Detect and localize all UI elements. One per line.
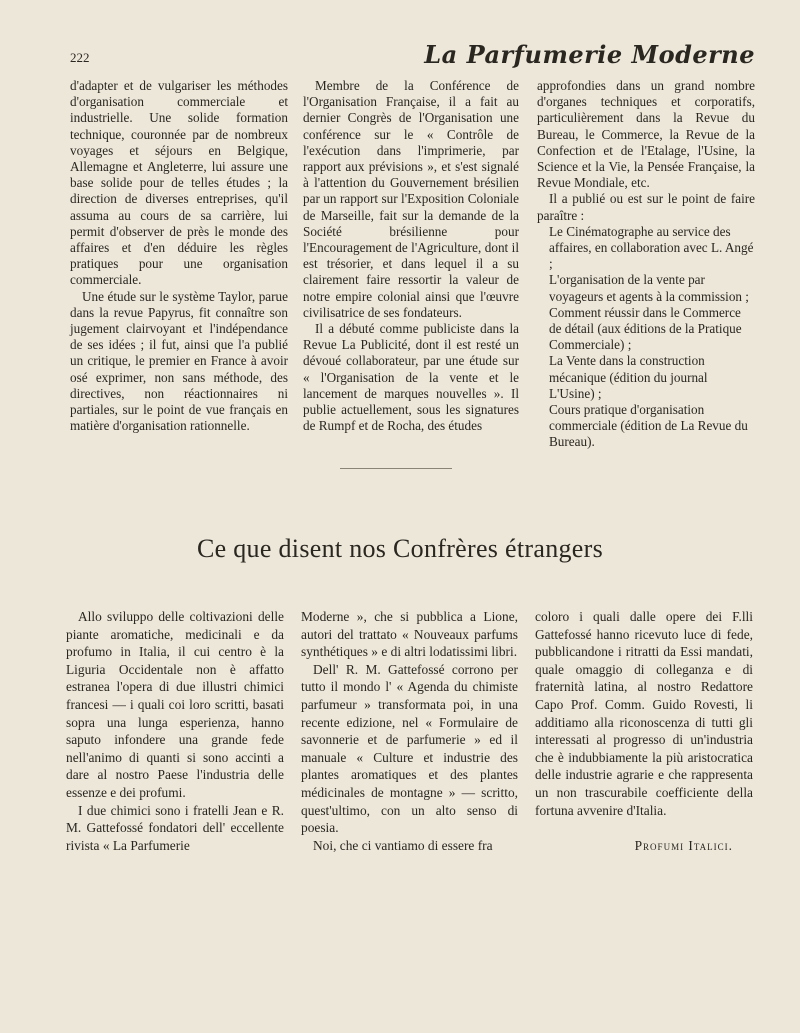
- publication-item: Le Cinématographe au service des affaires, en collaboration avec L. Angé ;: [549, 223, 754, 272]
- page-number: 222: [70, 50, 90, 65]
- italian-article-column-2: [301, 608, 518, 854]
- italian-article-column-3: [535, 608, 753, 855]
- paragraph: Moderne », che si pubblica a Lione, autori del trattato « Nouveaux parfums synthétiques » e di altri lodatissimi libri.: [301, 609, 518, 660]
- paragraph: approfondies dans un grand nombre d'organes techniques et corporatifs, particulièrement dans la Revue du Bureau, le Commerce, la Revue de la Confection et de l'Etalage, l'Usine, la Science et la Vie, la Pensée Française, la Revue Mondiale, etc.: [537, 78, 755, 191]
- publication-item: La Vente dans la construction mécanique (édition du journal L'Usine) ;: [549, 353, 708, 401]
- section-heading: Ce que disent nos Confrères étrangers: [196, 534, 604, 563]
- paragraph: Dell' R. M. Gattefossé corrono per tutto il mondo l' « Agenda du chimiste parfumeur » transformata poi, in una recente edizione, nel « Formulaire de savonnerie et de parfumerie » ed il manuale « Culture et industrie des plantes aromatiques et des plantes médicinales de montagne » — scritto, quest'ultimo, con un alto senso di poesia.: [301, 661, 518, 836]
- paragraph: Une étude sur le système Taylor, parue dans la revue Papyrus, fit connaître son jugement clairvoyant et l'indépendance de ses idées ; il fut, ainsi que l'a publié un critique, le premier en France à avoir osé exprimer, non sans méthode, des directives, non réactionnaires ni partiales, sur le point de vue français en matière d'organisation rationnelle.: [70, 288, 288, 434]
- paragraph: Il a débuté comme publiciste dans la Revue La Publicité, dont il est resté un dévoué collaborateur, par une étude sur « l'Organisation de la vente et le lancement de marques nouvelles ». Il publie actuellement, sous les signatures de Rumpf et de Rocha, des études: [303, 321, 519, 434]
- french-article-column-3: [537, 78, 755, 451]
- paragraph: Noi, che ci vantiamo di essere fra: [313, 837, 493, 853]
- french-article-column-2: [303, 78, 519, 434]
- paragraph: Allo sviluppo delle coltivazioni delle piante aromatiche, medicinali e da profumo in Italia, il cui centro è la Liguria Occidentale non è affatto estranea l'opera di due illustri chimici francesi — i quali coi loro scritti, basati sopra una lunga esperienza, hanno saputo infondere una grande fede nell'animo di quanti si sono accinti a dare al nostro Paese l'industria delle essenze e dei profumi.: [66, 609, 284, 800]
- section-divider: [340, 468, 452, 469]
- journal-masthead: La Parfumerie Moderne: [424, 40, 755, 69]
- paragraph: coloro i quali dalle opere dei F.lli Gattefossé hanno ricevuto luce di fede, pubblicandone i ritratti da Essi mandati, quale omaggio di colleganza e di fraternità latina, al nostro Redattore Capo Prof. Comm. Guido Rovesti, li additiamo alla riconoscenza di tutti gli interessati al progresso di un'industria che è indubbiamente la più aristocratica delle industrie agrarie e che rappresenta un non trascurabile coefficiente della fortuna avvenire d'Italia.: [535, 609, 753, 818]
- paragraph: Il a publié ou est sur le point de faire paraître :: [537, 191, 755, 223]
- italian-article-column-1: [66, 608, 284, 854]
- paragraph: I due chimici sono i fratelli Jean e R. M. Gattefossé fondatori dell' eccellente rivista « La Parfumerie: [66, 802, 284, 853]
- publication-item: L'organisation de la vente par voyageurs et agents à la commission ;: [549, 272, 749, 304]
- paragraph: d'adapter et de vulgariser les méthodes d'organisation commerciale et industrielle. Une solide formation technique, couronnée par de nombreux voyages et séjours en Belgique, Allemagne et Angleterre, lui assure une base solide pour de telles études ; la direction de diverses entreprises, qu'il assuma au cours de sa carrière, lui permit d'observer de près le monde des affaires et d'en déduire les règles pratiques pour une organisation commerciale.: [70, 78, 288, 288]
- publication-item: Comment réussir dans le Commerce de détail (aux éditions de la Pratique Commerciale) ;: [549, 304, 742, 353]
- paragraph: Membre de la Conférence de l'Organisation Française, il a fait au dernier Congrès de l'Organisation une conférence sur le « Contrôle de l'exécution dans l'imprimerie, par rapport aux prévisions », et s'est signalé à l'attention du Gouvernement brésilien par un rapport sur l'Exposition Coloniale de Marseille, fait sur la demande de la Société brésilienne pour l'Encouragement de l'Agriculture, dont il est trésorier, et dans lequel il a su clairement faire ressortir la valeur de notre empire colonial ainsi que l'œuvre civilisatrice de ses fondateurs.: [303, 78, 519, 320]
- publications-list: [537, 224, 755, 451]
- french-article-column-1: [70, 78, 288, 434]
- article-signature: Profumi Italici.: [634, 838, 733, 854]
- publication-item: Cours pratique d'organisation commerciale (édition de La Revue du Bureau).: [549, 402, 748, 450]
